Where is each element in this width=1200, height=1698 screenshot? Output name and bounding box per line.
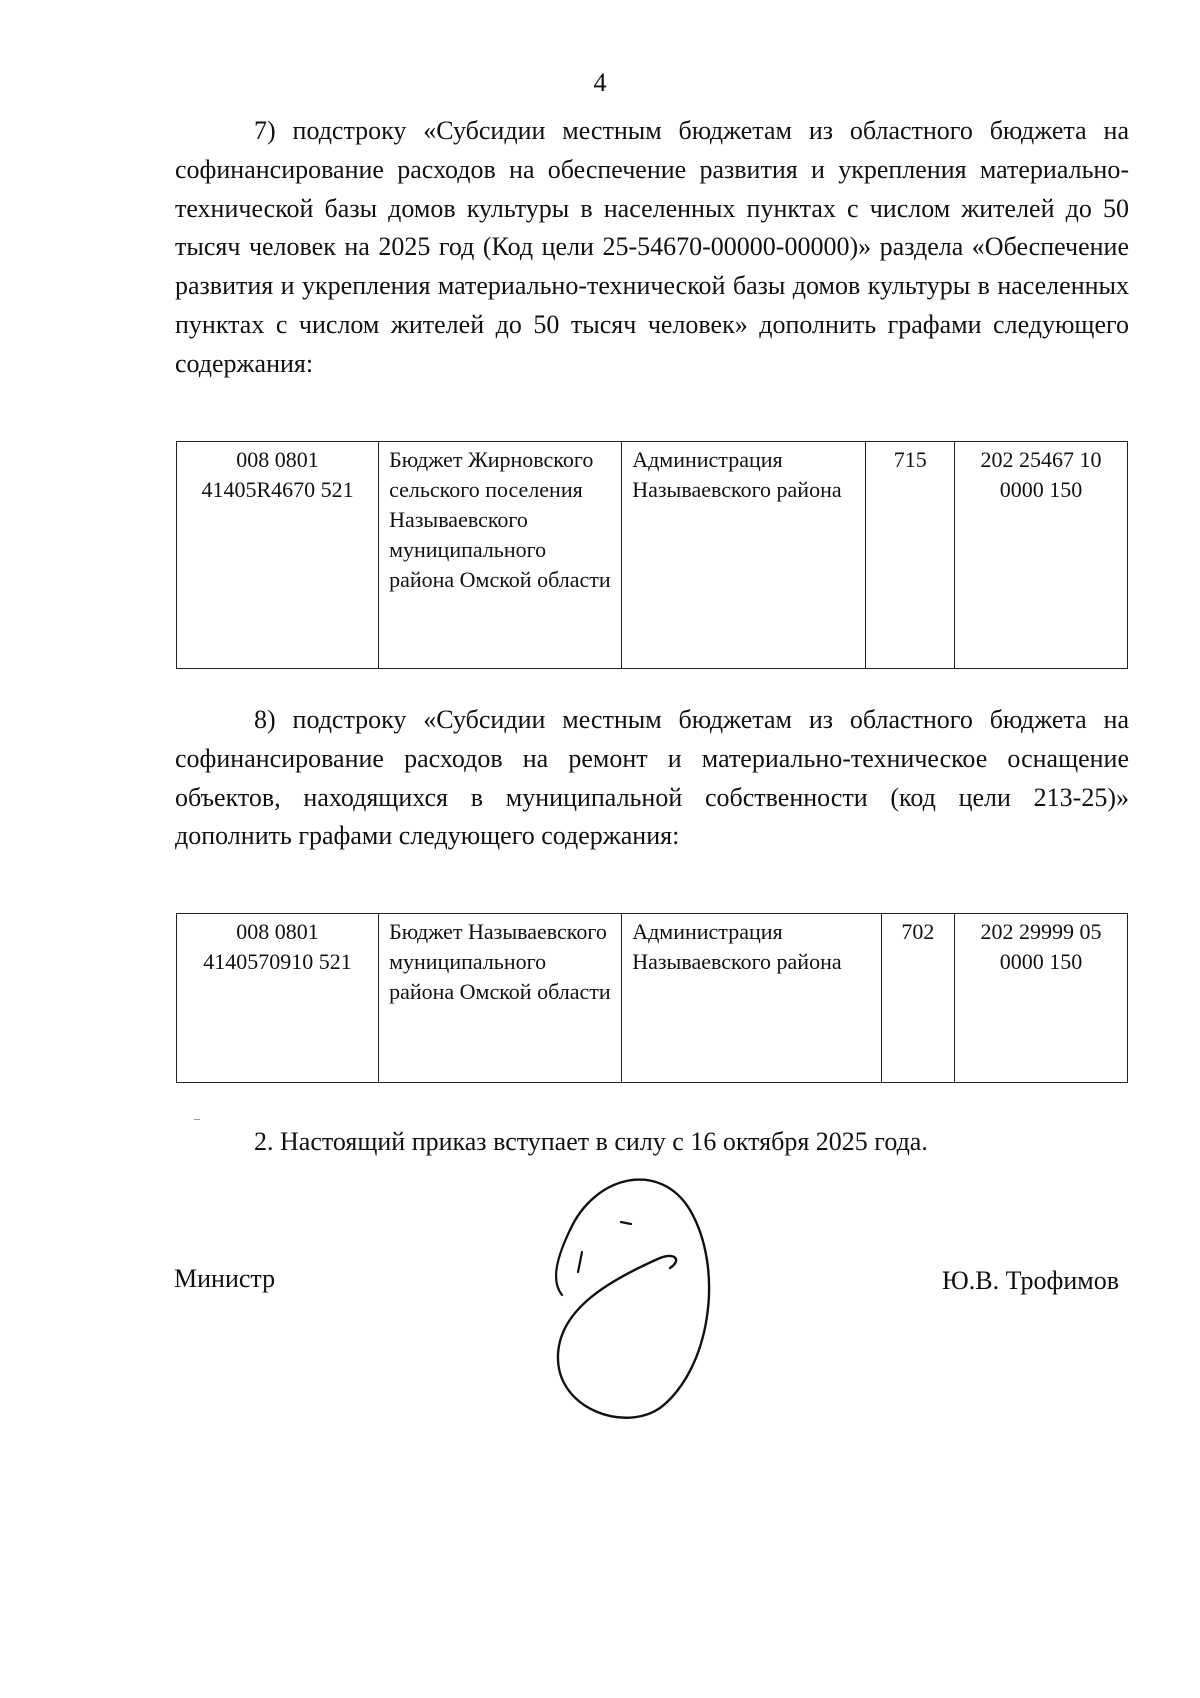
- budget-name: Бюджет Называевского муниципального района Омской области: [379, 914, 622, 1083]
- scan-mark: [194, 1119, 200, 1120]
- administrator-name: Администрация Называевского района: [622, 442, 866, 669]
- signatory-title: Министр: [174, 1264, 276, 1293]
- handwritten-signature: [540, 1170, 720, 1420]
- administrator-code: 715: [866, 442, 955, 669]
- signatory-name: Ю.В. Трофимов: [942, 1266, 1119, 1295]
- amendment-table-7: [176, 441, 1128, 669]
- table-row: [177, 442, 1128, 669]
- effective-date-clause: 2. Настоящий приказ вступает в силу с 16 октября 2025 года.: [254, 1127, 928, 1156]
- budget-name: Бюджет Жирновского сельского поселения Называевского муниципального района Омской области: [379, 442, 622, 669]
- page-number: 4: [593, 68, 607, 97]
- administrator-code: 702: [881, 914, 954, 1083]
- paragraph-8: [175, 701, 1129, 856]
- amendment-table-8: [176, 913, 1128, 1083]
- paragraph-7: [175, 112, 1129, 384]
- budget-classification-code: 008 0801 41405R4670 521: [177, 442, 379, 669]
- budget-classification-code: 008 0801 4140570910 521: [177, 914, 379, 1083]
- paragraph-8-text: 8) подстроку «Субсидии местным бюджетам из областного бюджета на софинансирование расходов на ремонт и материально-техническое оснащение объектов, находящихся в муниципальной собственности (код цели 213-25)» дополнить графами следующего содержания:: [175, 705, 1129, 851]
- revenue-classification-code: 202 29999 05 0000 150: [955, 914, 1128, 1083]
- administrator-name: Администрация Называевского района: [622, 914, 881, 1083]
- revenue-classification-code: 202 25467 10 0000 150: [955, 442, 1128, 669]
- table-row: [177, 914, 1128, 1083]
- paragraph-7-text: 7) подстроку «Субсидии местным бюджетам из областного бюджета на софинансирование расходов на обеспечение развития и укрепления материально-технической базы домов культуры в населенных пунктах с числом жителей до 50 тысяч человек на 2025 год (Код цели 25-54670-00000-00000)» раздела «Обеспечение развития и укрепления материально-технической базы домов культуры в населенных пунктах с числом жителей до 50 тысяч человек» дополнить графами следующего содержания:: [175, 116, 1129, 378]
